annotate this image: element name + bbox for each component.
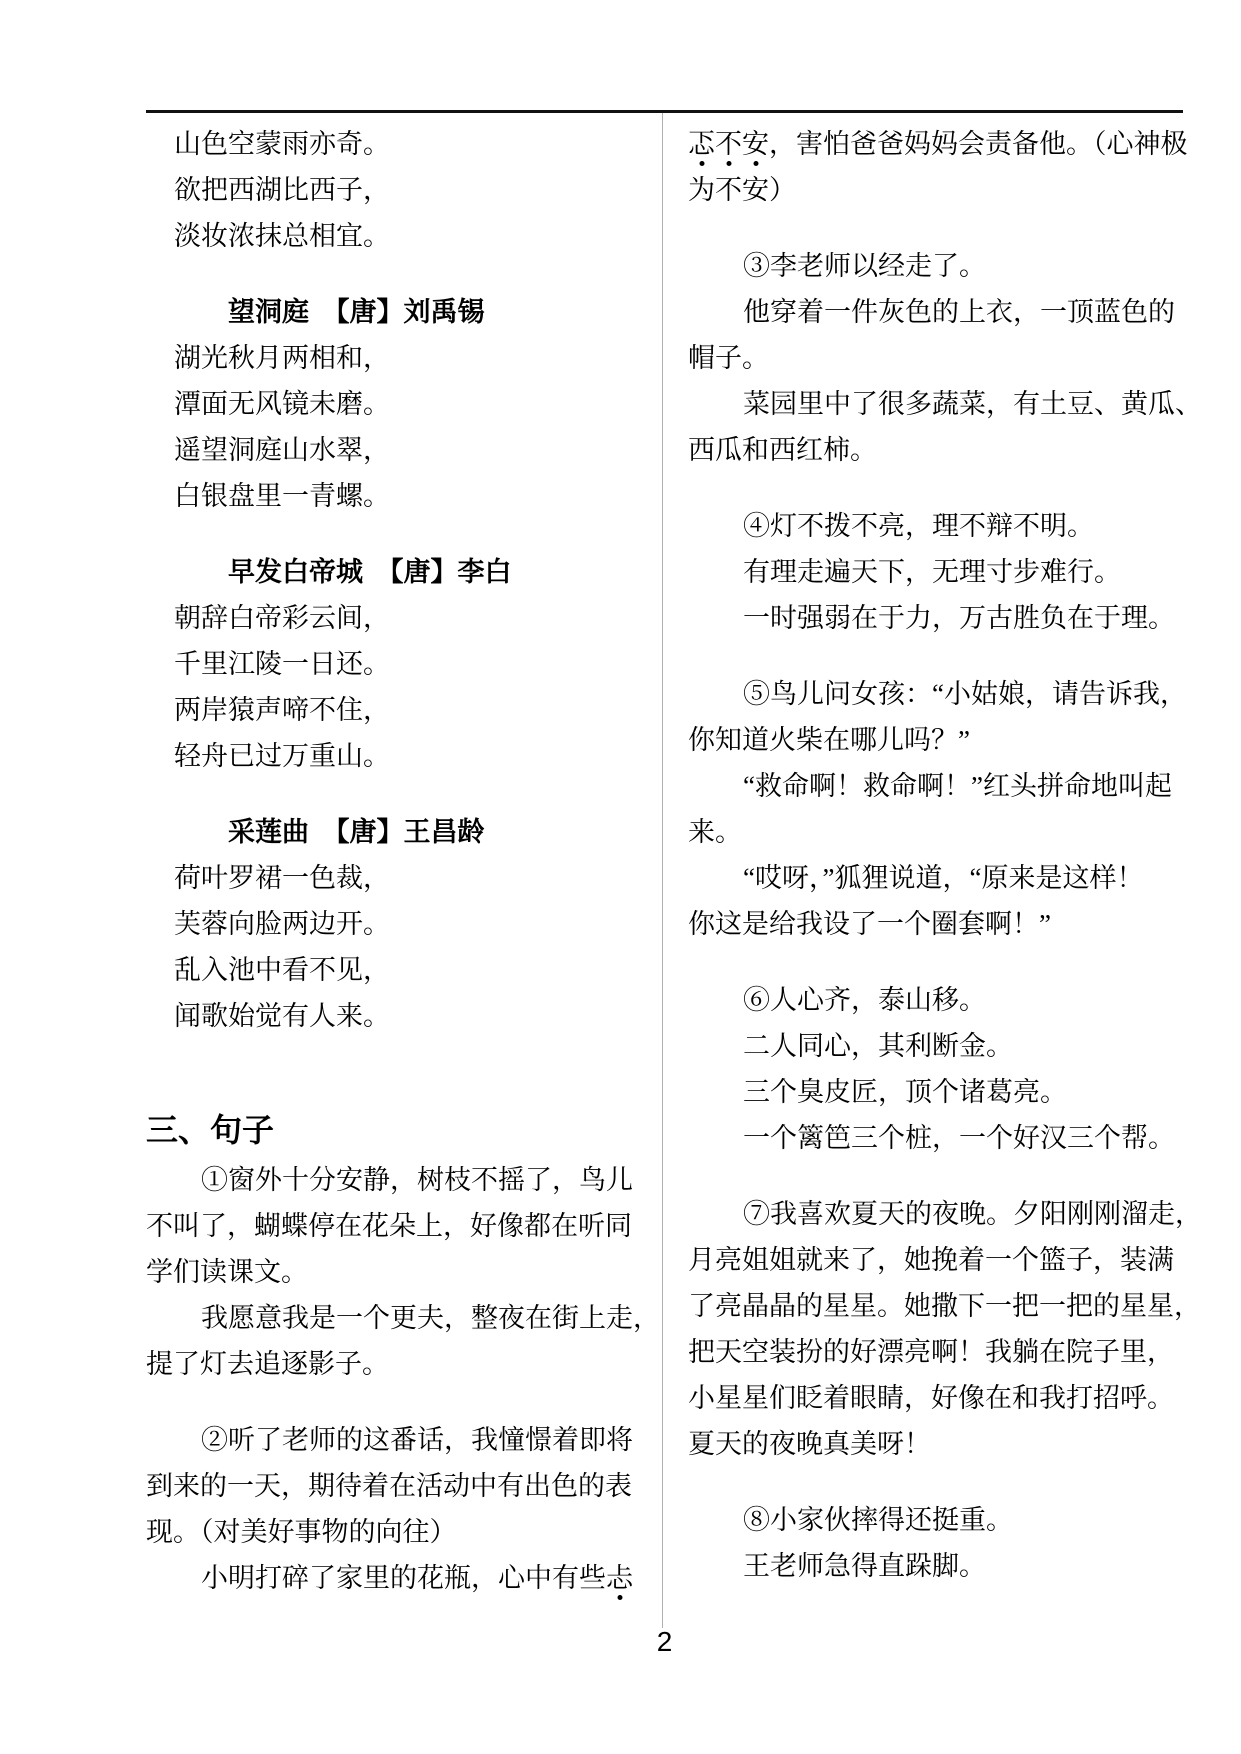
text-line bbox=[688, 1283, 1233, 1329]
text-segment: 二人同心，其利断金。 bbox=[743, 1031, 1013, 1061]
text-line bbox=[146, 733, 651, 779]
text-line bbox=[146, 1463, 651, 1509]
text-line bbox=[688, 901, 1233, 947]
text-line bbox=[688, 855, 1233, 901]
text-line bbox=[688, 763, 1233, 809]
text-segment: 采莲曲 【唐】王昌龄 bbox=[228, 817, 485, 847]
text-line bbox=[688, 1497, 1233, 1543]
text-line bbox=[146, 1295, 660, 1341]
text-segment: 把天空装扮的好漂亮啊！我躺在院子里， bbox=[688, 1337, 1174, 1367]
text-line bbox=[688, 1375, 1233, 1421]
text-segment: 菜园里中了很多蔬菜，有土豆、黄瓜、 bbox=[743, 389, 1202, 419]
text-line bbox=[146, 1249, 651, 1295]
right-column bbox=[688, 115, 1233, 1589]
text-line bbox=[688, 1543, 1233, 1589]
text-segment: ，害怕爸爸妈妈会责备他。（心神极 bbox=[769, 129, 1188, 159]
text-line bbox=[146, 167, 651, 213]
text-line bbox=[146, 1417, 651, 1463]
text-line bbox=[146, 855, 651, 901]
page-number: 2 bbox=[656, 1626, 673, 1657]
text-line bbox=[688, 717, 1233, 763]
text-segment: 你知道火柴在哪儿吗？” bbox=[688, 725, 970, 755]
text-line bbox=[688, 427, 1233, 473]
text-segment: 西瓜和西红柿。 bbox=[688, 435, 877, 465]
text-segment: 月亮姐姐就来了，她挽着一个篮子，装满 bbox=[688, 1245, 1174, 1275]
text-segment: 闻歌始觉有人来。 bbox=[174, 1001, 390, 1031]
text-segment: ⑤鸟儿问女孩：“小姑娘，请告诉我， bbox=[743, 679, 1187, 709]
text-segment: 千里江陵一日还。 bbox=[174, 649, 390, 679]
text-line bbox=[146, 687, 651, 733]
poem-title bbox=[146, 549, 651, 595]
poem-title bbox=[146, 809, 651, 855]
text-segment: 湖光秋月两相和， bbox=[174, 343, 390, 373]
emphasis-char: 安 bbox=[742, 121, 769, 167]
text-line bbox=[146, 1555, 651, 1601]
text-segment: 来。 bbox=[688, 817, 742, 847]
text-segment: 提了灯去追逐影子。 bbox=[146, 1349, 389, 1379]
text-line bbox=[146, 947, 651, 993]
top-rule bbox=[146, 110, 1183, 113]
text-line bbox=[688, 335, 1233, 381]
text-line bbox=[688, 977, 1233, 1023]
emphasis-char: 忑 bbox=[688, 121, 715, 167]
text-line bbox=[146, 1509, 651, 1555]
text-segment: 潭面无风镜未磨。 bbox=[174, 389, 390, 419]
text-segment: 淡妆浓抹总相宜。 bbox=[174, 221, 390, 251]
text-segment: 夏天的夜晚真美呀！ bbox=[688, 1429, 931, 1459]
text-line bbox=[688, 243, 1233, 289]
text-line bbox=[688, 595, 1233, 641]
text-segment: 荷叶罗裙一色裁， bbox=[174, 863, 390, 893]
text-line bbox=[688, 1421, 1233, 1467]
text-segment: ④灯不拨不亮，理不辩不明。 bbox=[743, 511, 1094, 541]
text-line bbox=[146, 993, 651, 1039]
text-segment: “救命啊！救命啊！”红头拼命地叫起 bbox=[743, 771, 1172, 801]
text-segment: 望洞庭 【唐】刘禹锡 bbox=[228, 297, 485, 327]
text-line bbox=[688, 167, 1233, 213]
text-segment: 我愿意我是一个更夫，整夜在街上走， bbox=[201, 1303, 660, 1333]
text-line bbox=[688, 1115, 1233, 1161]
text-line bbox=[146, 1157, 651, 1203]
text-segment: 学们读课文。 bbox=[146, 1257, 308, 1287]
text-segment: ⑥人心齐，泰山移。 bbox=[743, 985, 986, 1015]
text-segment: 欲把西湖比西子， bbox=[174, 175, 390, 205]
text-segment: 一时强弱在于力，万古胜负在于理。 bbox=[743, 603, 1175, 633]
text-line bbox=[146, 1203, 651, 1249]
text-line bbox=[688, 1329, 1233, 1375]
text-segment: 不叫了，蝴蝶停在花朵上，好像都在听同 bbox=[146, 1211, 632, 1241]
text-segment: “哎呀，”狐狸说道，“原来是这样！ bbox=[743, 863, 1144, 893]
text-segment: ②听了老师的这番话，我憧憬着即将 bbox=[201, 1425, 633, 1455]
text-line bbox=[688, 381, 1233, 427]
left-column bbox=[146, 115, 660, 1601]
text-segment: 白银盘里一青螺。 bbox=[174, 481, 390, 511]
text-segment: 王老师急得直跺脚。 bbox=[743, 1551, 986, 1581]
column-divider bbox=[662, 113, 663, 1628]
text-segment: 三个臭皮匠，顶个诸葛亮。 bbox=[743, 1077, 1067, 1107]
text-segment: 两岸猿声啼不住， bbox=[174, 695, 390, 725]
text-segment: ①窗外十分安静，树枝不摇了，鸟儿 bbox=[201, 1165, 633, 1195]
text-line bbox=[688, 1191, 1233, 1237]
text-line bbox=[146, 213, 651, 259]
text-segment: 有理走遍天下，无理寸步难行。 bbox=[743, 557, 1121, 587]
text-line bbox=[688, 549, 1233, 595]
text-segment: 芙蓉向脸两边开。 bbox=[174, 909, 390, 939]
text-segment: 了亮晶晶的星星。她撒下一把一把的星星， bbox=[688, 1291, 1201, 1321]
text-line bbox=[688, 1069, 1233, 1115]
text-segment: 帽子。 bbox=[688, 343, 769, 373]
text-segment: 他穿着一件灰色的上衣，一顶蓝色的 bbox=[743, 297, 1175, 327]
text-segment: 朝辞白帝彩云间， bbox=[174, 603, 390, 633]
text-segment: 为不安） bbox=[688, 175, 796, 205]
text-segment: 早发白帝城 【唐】李白 bbox=[228, 557, 512, 587]
text-line bbox=[688, 809, 1233, 855]
text-line bbox=[146, 381, 651, 427]
text-segment: ⑧小家伙摔得还挺重。 bbox=[743, 1505, 1013, 1535]
text-line bbox=[688, 1023, 1233, 1069]
emphasis-char: 不 bbox=[715, 121, 742, 167]
text-segment: 小明打碎了家里的花瓶，心中有些 bbox=[201, 1563, 606, 1593]
poem-title bbox=[146, 289, 651, 335]
text-line bbox=[146, 121, 651, 167]
text-line bbox=[146, 641, 651, 687]
emphasis-char: 忐 bbox=[606, 1555, 633, 1601]
text-line bbox=[688, 671, 1233, 717]
text-line bbox=[688, 1237, 1233, 1283]
text-line bbox=[146, 1341, 651, 1387]
text-segment: 遥望洞庭山水翠， bbox=[174, 435, 390, 465]
text-line bbox=[688, 503, 1233, 549]
text-segment: ③李老师以经走了。 bbox=[743, 251, 986, 281]
section-heading bbox=[146, 1103, 651, 1157]
text-segment: 三、句子 bbox=[146, 1112, 275, 1148]
text-segment: 到来的一天，期待着在活动中有出色的表 bbox=[146, 1471, 632, 1501]
text-segment: 乱入池中看不见， bbox=[174, 955, 390, 985]
text-segment: 一个篱笆三个桩，一个好汉三个帮。 bbox=[743, 1123, 1175, 1153]
text-line bbox=[146, 335, 651, 381]
text-line bbox=[146, 427, 651, 473]
text-segment: 山色空蒙雨亦奇。 bbox=[174, 129, 390, 159]
text-segment: 小星星们眨着眼睛，好像在和我打招呼。 bbox=[688, 1383, 1174, 1413]
text-segment: 你这是给我设了一个圈套啊！” bbox=[688, 909, 1051, 939]
text-line bbox=[146, 473, 651, 519]
text-line bbox=[688, 289, 1233, 335]
text-segment: 轻舟已过万重山。 bbox=[174, 741, 390, 771]
text-segment: ⑦我喜欢夏天的夜晚。夕阳刚刚溜走， bbox=[743, 1199, 1202, 1229]
text-segment: 现。（对美好事物的向往） bbox=[146, 1517, 457, 1547]
text-line bbox=[688, 121, 1233, 167]
text-line bbox=[146, 595, 651, 641]
text-line bbox=[146, 901, 651, 947]
